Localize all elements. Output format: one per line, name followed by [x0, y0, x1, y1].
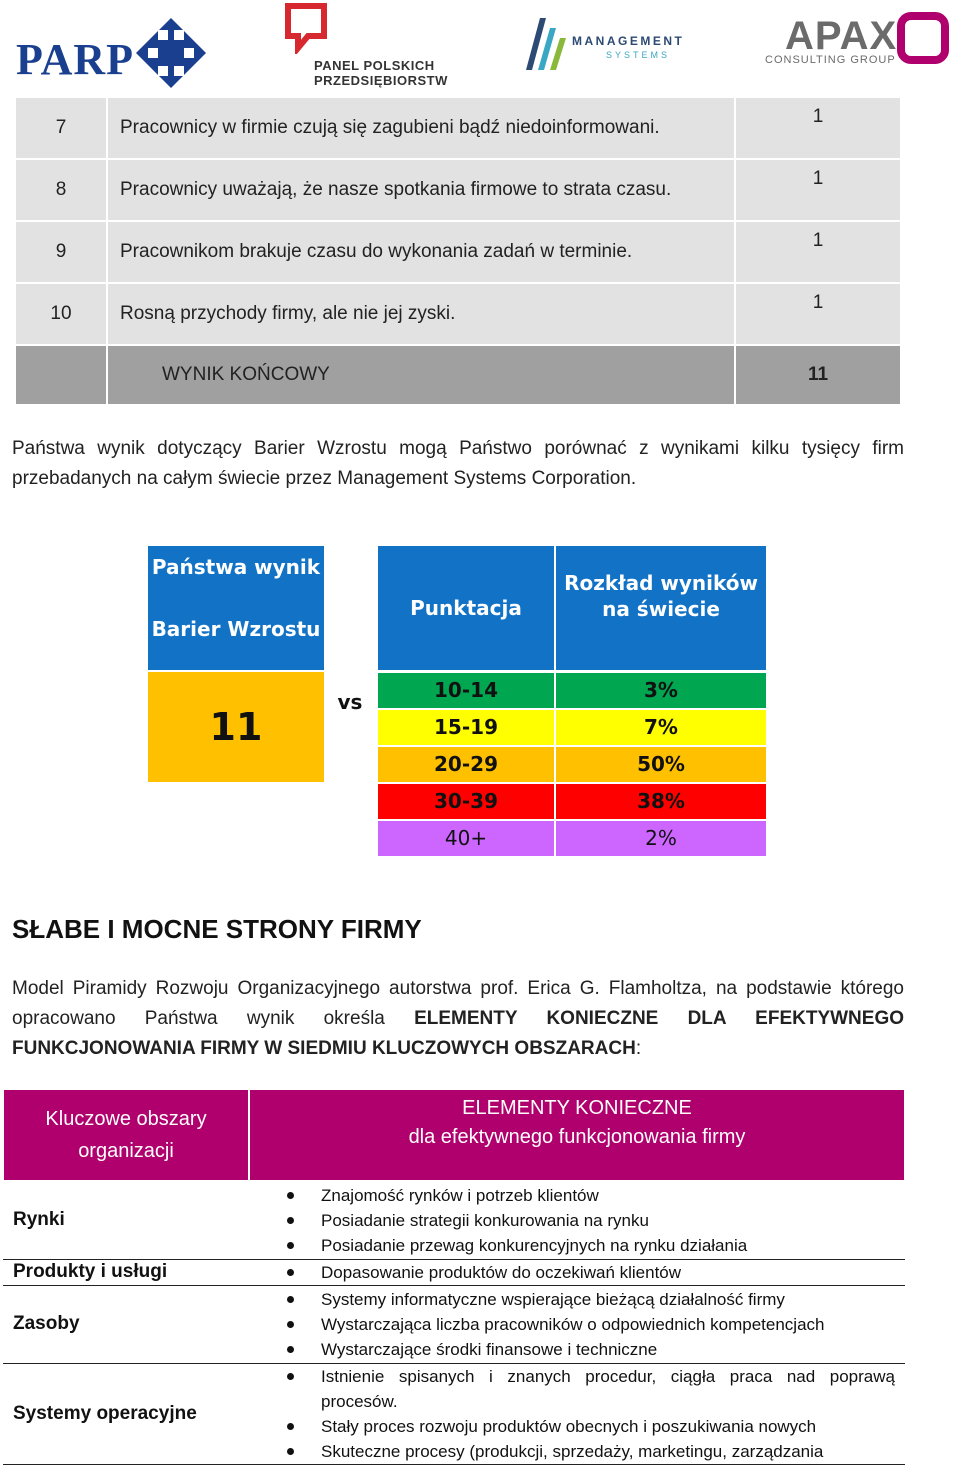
world-percent: 50% [556, 747, 766, 782]
apax-logo-subtitle: CONSULTING GROUP [765, 54, 896, 66]
list-item: Systemy informatyczne wspierające bieżącą działalność firmy [249, 1287, 895, 1312]
table-row [3, 1363, 905, 1464]
world-percent: 2% [556, 821, 766, 856]
distribution-row [378, 821, 766, 856]
ms-line-1: MANAGEMENT [572, 34, 685, 48]
score-range: 20-29 [378, 747, 554, 782]
total-score: 11 [735, 345, 901, 405]
apax-square-icon [897, 12, 949, 64]
model-text: Model Piramidy Rozwoju Organizacyjnego autorstwa prof. Erica G. Flamholtza, na podstawie którego opracowano Państwa wynik określa [12, 978, 904, 1029]
row-number: 8 [15, 159, 107, 221]
row-score: 1 [735, 159, 901, 221]
ms-mark-icon [522, 14, 568, 74]
table-header-row [3, 1089, 905, 1181]
row-number: 10 [15, 283, 107, 345]
growth-barriers-label: Barier Wzrostu [151, 617, 321, 641]
your-result-header [148, 546, 324, 670]
your-result-value: 11 [148, 672, 324, 782]
elements-list [249, 1260, 905, 1285]
model-paragraph [12, 974, 904, 1064]
ms-line-2: SYSTEMS [606, 50, 671, 60]
table-row [3, 1259, 905, 1285]
total-row [15, 345, 901, 405]
versus-label: vs [337, 690, 363, 714]
list-item: Dopasowanie produktów do oczekiwań klientów [249, 1260, 895, 1285]
row-statement: Pracownicy uważają, że nasze spotkania firmowe to strata czasu. [107, 159, 735, 221]
table-row [3, 1181, 905, 1259]
elements-list [249, 1364, 905, 1464]
barriers-score-table [14, 96, 902, 406]
table-row [3, 1285, 905, 1363]
world-percent: 38% [556, 784, 766, 819]
elements-column-header: ELEMENTY KONIECZNE dla efektywnego funkcjonowania firmy [249, 1089, 905, 1181]
list-item: Wystarczające środki finansowe i techniczne [249, 1337, 895, 1362]
world-percent: 3% [556, 673, 766, 708]
list-item: Stały proces rozwoju produktów obecnych i poszukiwania nowych [249, 1414, 895, 1439]
ppp-line-2: PRZEDSIĘBIORSTW [314, 73, 448, 88]
distribution-column-header [556, 546, 766, 670]
table-row [15, 97, 901, 159]
points-column-header: Punktacja [378, 546, 554, 670]
list-item: Skuteczne procesy (produkcji, sprzedaży, marketingu, zarządzania [249, 1439, 895, 1464]
table-row [15, 283, 901, 345]
score-range: 40+ [378, 821, 554, 856]
key-areas-table [2, 1088, 906, 1465]
your-result-label: Państwa wynik [151, 555, 321, 579]
elements-list [249, 1287, 905, 1362]
model-text-emphasis: ELEMENTY KONIECZNE DLA EFEKTYWNEGO FUNKCJONOWANIA FIRMY W SIEDMIU KLUCZOWYCH OBSZARACH [12, 1008, 905, 1059]
row-score: 1 [735, 97, 901, 159]
table-row [15, 159, 901, 221]
row-statement: Pracownikom brakuje czasu do wykonania zadań w terminie. [107, 221, 735, 283]
parp-logo [16, 14, 216, 86]
panel-polskich-przedsiebiorstw-logo [284, 2, 459, 88]
row-score: 1 [735, 221, 901, 283]
areas-column-header: Kluczowe obszary organizacji [3, 1089, 249, 1181]
list-item: Posiadanie strategii konkurowania na rynku [249, 1208, 895, 1233]
section-heading: SŁABE I MOCNE STRONY FIRMY [12, 914, 422, 944]
row-score: 1 [735, 283, 901, 345]
area-name: Systemy operacyjne [3, 1363, 249, 1464]
area-name: Zasoby [3, 1285, 249, 1363]
area-name: Produkty i usługi [3, 1259, 249, 1285]
ppp-line-1: PANEL POLSKICH [314, 58, 435, 73]
model-text-end: : [635, 1038, 642, 1059]
row-statement: Rosną przychody firmy, ale nie jej zyski. [107, 283, 735, 345]
elements-list [249, 1183, 905, 1258]
apax-logo-text: APAX [785, 14, 898, 58]
distribution-row [378, 710, 766, 745]
list-item: Posiadanie przewag konkurencyjnych na rynku działania [249, 1233, 895, 1258]
distribution-row [378, 747, 766, 782]
score-range: 30-39 [378, 784, 554, 819]
intro-paragraph: Państwa wynik dotyczący Barier Wzrostu mogą Państwo porównać z wynikami kilku tysięcy firm przebadanych na całym świecie przez Management Systems Corporation. [12, 438, 904, 489]
score-range: 15-19 [378, 710, 554, 745]
distribution-row [378, 673, 766, 708]
management-systems-logo [522, 14, 692, 76]
list-item: Wystarczająca liczba pracowników o odpowiednich kompetencjach [249, 1312, 895, 1337]
parp-logo-text: PARP [16, 35, 135, 84]
score-range: 10-14 [378, 673, 554, 708]
row-number: 7 [15, 97, 107, 159]
list-item: Znajomość rynków i potrzeb klientów [249, 1183, 895, 1208]
total-label: WYNIK KOŃCOWY [107, 345, 735, 405]
row-number: 9 [15, 221, 107, 283]
apax-logo [765, 10, 955, 78]
distribution-row [378, 784, 766, 819]
list-item: Istnienie spisanych i znanych procedur, ciągła praca nad poprawą procesów. [249, 1364, 895, 1414]
ppp-mark-icon [284, 2, 330, 54]
world-percent: 7% [556, 710, 766, 745]
row-statement: Pracownicy w firmie czują się zagubieni bądź niedoinformowani. [107, 97, 735, 159]
distribution-header-label: Rozkład wyników na świecie [564, 571, 758, 621]
parp-diamond-icon [136, 18, 206, 88]
table-row [15, 221, 901, 283]
area-name: Rynki [3, 1181, 249, 1259]
